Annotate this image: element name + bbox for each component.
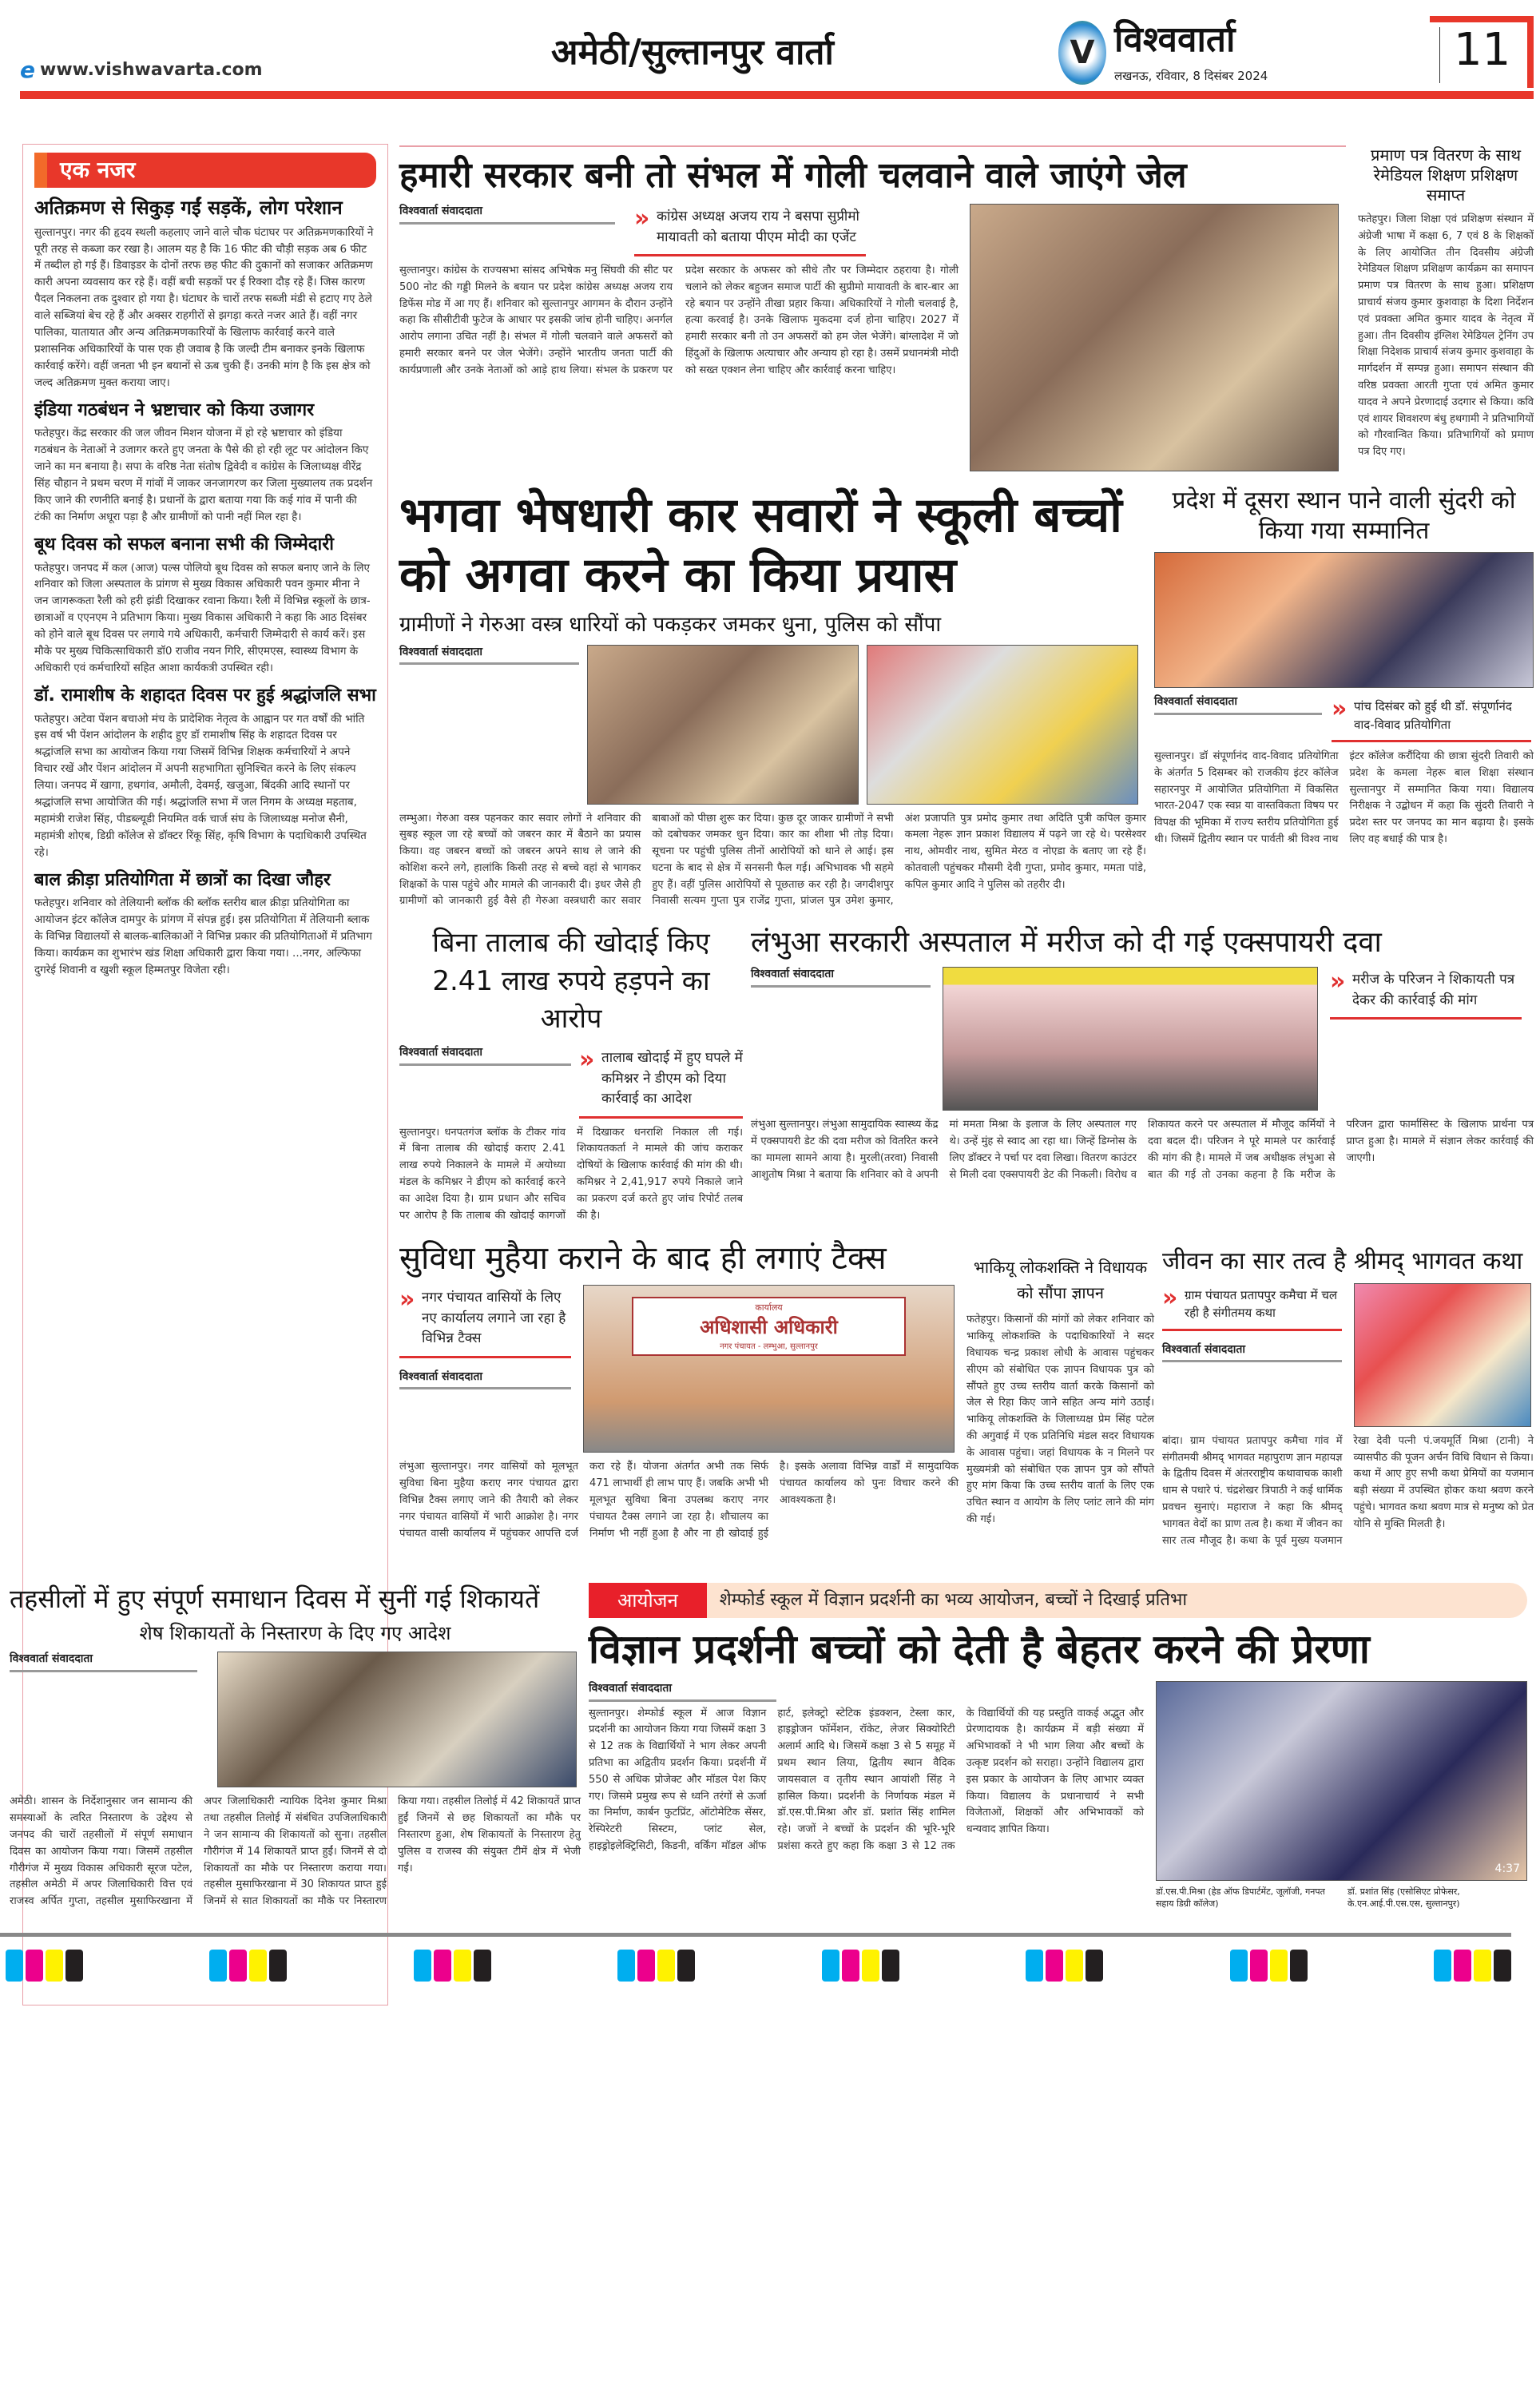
article-title: अतिक्रमण से सिकुड़ गईं सड़कें, लोग परेशान (34, 197, 343, 220)
office-signboard: कार्यालय अधिशासी अधिकारी नगर पंचायत - लम्भुआ, सुल्तानपुर (632, 1297, 906, 1356)
pull-quote: » तालाब खोदाई में हुए घपले में कमिश्नर ने डीएम को दिया कार्रवाई का आदेश (579, 1045, 743, 1119)
cmyk-swatch (209, 1950, 287, 1982)
vigyan-story (589, 1583, 1527, 1910)
cmyk-swatch (822, 1950, 899, 1982)
headline: लंभुआ सरकारी अस्पताल में मरीज को दी गई एक्सपायरी दवा (751, 926, 1382, 960)
photo-samadhan-diwas (217, 1652, 577, 1787)
article-body: लम्भुआ। गेरुआ वस्त्र पहनकर कार सवार लोगों ने शनिवार की सुबह स्कूल जा रहे बच्चों को जबरन कार में बैठाने का प्रयास किया। वह जबरन बच्चों को जबरन अपने साथ ले जाने की कोशिश करने लगे, हालांकि किसी तरह से बच्चे वहां से भागकर शिक्षकों के पास पहुंचे और मामले की जानकारी दी। इधर जैसे ही ग्रामीणों को जानकारी हुई वैसे ही गेरुआ वस्त्रधारी कार सवार बाबाओं को पीछा शुरू कर दिया। कुछ दूर जाकर ग्रामीणों ने सभी को दबोचकर जमकर धुन दिया। कार का शीशा भी तोड़ दिया। सूचना पर पहुंची पुलिस तीनों आरोपियों को थाने ले आई। इस घटना के बाद से क्षेत्र में सनसनी फैल गई। अभिभावक भी सहमे हुए हैं। वहीं पुलिस आरोपियों से पूछताछ कर रही है। जगदीशपुर निवासी सत्यम गुप्ता पुत्र राजेंद्र गुप्ता, प्रांजल पुत्र उमेश कुमार, अंश प्रजापति पुत्र प्रमोद कुमार तथा अदिति पुत्री कपिल कुमार कमला नेहरू ज्ञान प्रकाश विद्यालय में पढ़ने जा रहे थे। परसेश्वर नाथ, ओमवीर नाथ, सुमित मेरठ व नोएडा के बताए जा रहे हैं। कोतवाली पहुंचकर मौसमी देवी गुप्ता, प्रमोद कुमार, ममता पांडे, कपिल कुमार आदि ने पुलिस को तहरीर दी। (399, 812, 1146, 908)
article-body: सुल्तानपुर। कांग्रेस के राज्यसभा सांसद अभिषेक मनु सिंघवी की सीट पर 500 नोट की गड्डी मिलने के बयान पर प्रदेश कांग्रेस अध्यक्ष अजय राय डिफेंस मोड में आ गए हैं। शनिवार को सुल्तानपुर आगमन के दौरान उन्होंने कहा कि सीसीटीवी फुटेज के आधार पर इसकी जांच होनी चाहिए। अनर्गल आरोप लगाना उचित नहीं है। संभल में गोली चलवाने वाले अफसरों को हमारी सरकार बनने पर जेल भेजेंगे। उन्होंने भारतीय जनता पार्टी की कार्यप्रणाली और उनके नेताओं को आड़े हाथ लिया। संभल के प्रकरण पर प्रदेश सरकार के अफसर को सीधे तौर पर जिम्मेदार ठहराया है। गोली चलाने को लेकर बहुजन समाज पार्टी की सुप्रीमो मायावती के बार-बार आ रहे बयान पर उन्होंने तीखा प्रहार किया। अधिकारियों ने गोली चलवाई है, हत्या करवाई है। उनके खिलाफ मुकदमा दर्ज होना चाहिए। 2027 में हमारी सरकार बनी तो उन अफसरों को हम जेल भेजेंगे। बांग्लादेश में जो हिंदुओं के खिलाफ अत्याचार और अन्याय हो रहा है। उसमें प्रधानमंत्री मोदी को सख्त एक्शन लेना चाहिए और कार्रवाई करना चाहिए। (399, 264, 959, 376)
top-story (399, 145, 1346, 471)
band-text: शेम्फोर्ड स्कूल में विज्ञान प्रदर्शनी का भव्य आयोजन, बच्चों ने दिखाई प्रतिभा (719, 1590, 1188, 1611)
cmyk-swatch (1434, 1950, 1511, 1982)
pull-quote: » कांग्रेस अध्यक्ष अजय राय ने बसपा सुप्रीमो मायावती को बताया पीएम मोदी का एजेंट (634, 204, 866, 256)
masthead (0, 0, 1540, 89)
cmyk-swatch (1230, 1950, 1308, 1982)
photo-ajay-rai (970, 204, 1339, 471)
bottom-section (10, 1583, 1527, 1910)
article-body: अमेठी। शासन के निर्देशानुसार जन सामान्य की समस्याओं के त्वरित निस्तारण के उद्देश्य से जनपद की चारों तहसीलों में संपूर्ण समाधान दिवस का आयोजन किया गया। जिसमें तहसील गौरीगंज में मुख्य विकास अधिकारी सूरज पटेल, तहसील अमेठी में अपर जिलाधिकारी वित्त एवं राजस्व अर्पित गुप्ता, तहसील मुसाफिरखाना में अपर जिलाधिकारी न्यायिक दिनेश कुमार मिश्रा तथा तहसील तिलोई में संबंधित उपजिलाधिकारी ने जन सामान्य की शिकायतों को सुना। तहसील गौरीगंज में 14 शिकायतें प्राप्त हुईं। जिनमें से दो शिकायतों का मौके पर निस्तारण कराया गया। तहसील मुसाफिरखाना में 30 शिकायत प्राप्त हुई जिनमें से सात शिकायतों का मौके पर निस्तारण किया गया। तहसील तिलोई में 42 शिकायतें प्राप्त हुईं जिनमें से छह शिकायतों का मौके पर निस्तारण हुआ, शेष शिकायतों के निस्तारण हेतु पुलिस व राजस्व की संयुक्त टीमें क्षेत्र में भेजी गईं। (10, 1795, 581, 1908)
row-top (399, 145, 1534, 471)
pull-quote: » पांच दिसंबर को हुई थी डॉ. संपूर्णानंद वाद-विवाद प्रतियोगिता (1332, 694, 1531, 742)
suvidha-story (399, 1238, 959, 1542)
byline: विश्ववार्ता संवाददाता (1154, 694, 1322, 715)
photo-science-exhibition (1156, 1681, 1527, 1881)
cmyk-swatch (6, 1950, 83, 1982)
ayojan-label: आयोजन (589, 1583, 707, 1618)
article-body: लंभुआ सुल्तानपुर। नगर वासियों को मूलभूत सुविधा बिना मुहैया कराए नगर पंचायत द्वारा विभिन्न टैक्स लगाए जाने की तैयारी को लेकर नगर पंचायत वासियों में भारी आक्रोश है। नगर पंचायत वासी कार्यालय में पहुंचकर आपत्ति दर्ज करा रहे हैं। योजना अंतर्गत अभी तक सिर्फ 471 लाभार्थी ही लाभ पाए हैं। जबकि अभी भी मूलभूत सुविधा बिना उपलब्ध कराए नगर पंचायत टैक्स लगाने जा रहा है। शौचालय का निर्माण भी नहीं हुआ है और ना ही खोदाई हुई है। इसके अलावा विभिन्न वार्डों में सामुदायिक पंचायत कार्यालय को पुनः विचार करने की आवश्यकता है। (399, 1461, 959, 1540)
talab-story (399, 924, 743, 1224)
page-number-box (1430, 16, 1534, 88)
brand-logo: V (1058, 21, 1106, 85)
photo-nagar-panchayat-office (583, 1285, 955, 1453)
article-body: सुल्तानपुर। धनपतगंज ब्लॉक के टीकर गांव में बिना तालाब की खोदाई कराए 2.41 लाख रुपये निकालने के मामले में अयोध्या मंडल के कमिश्नर ने डीएम को कार्रवाई करने का आदेश दिया है। ग्राम प्रधान और सचिव पर आरोप है कि तालाब की खोदाई कागजों में दिखाकर धनराशि निकाल ली गई। शिकायतकर्ता ने मामले की जांच कराकर दोषियों के खिलाफ कार्रवाई की मांग की थी। कमिश्नर ने 2,41,917 रुपये निकाले जाने का प्रकरण दर्ज करते हुए जांच रिपोर्ट तलब की है। (399, 1126, 743, 1222)
headline: प्रदेश में दूसरा स्थान पाने वाली सुंदरी को किया गया सम्मानित (1172, 487, 1516, 545)
subheadline: ग्रामीणों ने गेरुआ वस्त्र धारियों को पकड़कर जमकर धुना, पुलिस को सौंपा (399, 613, 942, 637)
byline: विश्ववार्ता संवाददाता (589, 1681, 776, 1702)
headline: बिना तालाब की खोदाई किए 2.41 लाख रुपये हड़पने का आरोप (432, 927, 710, 1036)
sundari-story (1154, 486, 1534, 849)
header-rule (20, 91, 1534, 99)
page-layout (10, 108, 1534, 2005)
article-body: फतेहपुर। केंद्र सरकार की जल जीवन मिशन योजना में हो रहे भ्रष्टाचार को इंडिया गठबंधन के नेताओं ने उजागर करते हुए जनता के पैसे की हो रही लूट पर आंदोलन किए जाने का मन बनाया है। सपा के वरिष्ठ नेता संतोष द्विवेदी व कांग्रेस के जिलाध्यक्ष वीरेंद्र सिंह चौहान ने प्रथम चरण में गांवों में जाकर जनजागरण कर जिला मुख्यालय तक प्रदर्शन किए जाने की रणनीति बनाई है। प्रधानों के द्वारा बताया गया कि कई गांव में पानी की टंकी का निर्माण अधूरा पड़ा है और ग्रामीणों को पानी नहीं मिल रहा है। (34, 427, 373, 523)
row-talab (399, 924, 1534, 1224)
byline: विश्ववार्ता संवाददाता (10, 1652, 197, 1672)
headline: भगवा भेषधारी कार सवारों ने स्कूली बच्चों को अगवा करने का किया प्रयास (399, 487, 1122, 603)
headline: हमारी सरकार बनी तो संभल में गोली चलवाने वाले जाएंगे जेल (399, 155, 1187, 196)
subheadline: शेष शिकायतों के निस्तारण के दिए गए आदेश (139, 1622, 451, 1645)
article-body: फतेहपुर। जिला शिक्षा एवं प्रशिक्षण संस्थान में अंग्रेजी भाषा में कक्षा 6, 7 एवं 8 के शिक्षकों के लिए आयोजित तीन दिवसीय अंग्रेजी रेमेडियल शिक्षण प्रशिक्षण कार्यक्रम का समापन प्रमाण पत्र वितरण के साथ हुआ। प्रशिक्षण प्राचार्य संजय कुमार कुशवाहा के दिशा निर्देशन एवं प्रवक्ता अमित कुमार यादव के नेतृत्व में हुआ। तीन दिवसीय इंग्लिश रेमेडियल ट्रेनिंग उप शिक्षा निदेशक प्राचार्य संजय कुमार कुशवाहा के मार्गदर्शन में सम्पन्न हुआ। समापन संस्थान की वरिष्ठ प्रवक्ता आरती गुप्ता एवं अमित कुमार यादव ने अपने प्रेरणादाई उदगार से किया। कवि एवं शायर शिवशरण बंधु हथगामी ने प्रतिभागियों को गौरवान्वित किया। प्रतिभागियों को प्रमाण पत्र दिए गए। (1358, 213, 1534, 459)
judge-caption-2: डॉ. प्रशांत सिंह (एसोसिएट प्रोफेसर, के.एन.आई.पी.एस.एस, सुल्तानपुर) (1348, 1886, 1460, 1910)
ayojan-band (589, 1583, 1527, 1618)
article-body: फतेहपुर। अटेवा पेंशन बचाओ मंच के प्रादेशिक नेतृत्व के आह्वान पर गत वर्षों की भांति इस वर्ष भी पेंशन आंदोलन के शहीद हुए डॉ रामाशीष सिंह के शहादत दिवस पर श्रद्धांजलि सभा का आयोजन किया गया जिसमें विभिन्न शिक्षक कर्मचारियों ने अपने विचार रखें और पेंशन आंदोलन में अपनी सहभागिता सुनिश्चित करने के लिए संकल्प लिया। जनपद में खागा, हथगांव, अमौली, देवमई, खजुआ, बिंदकी आदि स्थानों पर श्रद्धांजलि सभा आयोजित की गई। श्रद्धांजलि सभा में जल निगम के अध्यक्ष महताब, महामंत्री राजेश सिंह, पीडब्ल्यूडी नियमित वर्क चार्ज संघ के जिलाध्यक्ष मनोज सैनी, महामंत्री शोएब, डिग्री कॉलेज से डॉक्टर रिंकू सिंह, कृषि विभाग के पदाधिकारी उपस्थित रहे। (34, 712, 367, 859)
article-body: लंभुआ सुल्तानपुर। लंभुआ सामुदायिक स्वास्थ्य केंद्र में एक्सपायरी डेट की दवा मरीज को वितरित करने का मामला सामने आया है। मुरली(तरवा) निवासी आशुतोष मिश्रा ने बताया कि शनिवार को वे अपनी मां ममता मिश्रा के इलाज के लिए अस्पताल गए थे। उन्हें मुंह से स्वाद आ रहा था। जिन्हें डिग्नोस के लिए डॉक्टर ने पर्चा पर दवा लिखा। वितरण काउंटर से मिली दवा एक्सपायरी डेट की निकली। विरोध व शिकायत करने पर अस्पताल में मौजूद कर्मियों ने दवा बदल दी। परिजन ने पूरे मामले पर कार्रवाई की मांग की है। मामले में जब अधीक्षक लंभुआ से बात की गई तो उनका कहना है कि मरीज के परिजन द्वारा फार्मासिस्ट के खिलाफ प्रार्थना पत्र प्राप्त हुआ है। मामले में संज्ञान लेकर कार्रवाई की जाएगी। (751, 1119, 1534, 1181)
bhakiyu-story (966, 1238, 1154, 1528)
article-title: इंडिया गठबंधन ने भ्रष्टाचार को किया उजागर (34, 400, 315, 420)
headline: भाकियू लोकशक्ति ने विधायक को सौंपा ज्ञापन (973, 1258, 1148, 1303)
right-top-story (1358, 145, 1534, 461)
byline: विश्ववार्ता संवाददाता (399, 1369, 571, 1390)
pull-quote: » नगर पंचायत वासियों के लिए नए कार्यालय लगाने जा रहा है विभिन्न टैक्स (399, 1285, 571, 1358)
article-body: फतेहपुर। शनिवार को तेलियानी ब्लॉक की ब्लॉक स्तरीय बाल क्रीड़ा प्रतियोगिता का आयोजन इंटर कॉलेज दामपुर के प्रांगण में संपन्न हुई। इस प्रतियोगिता में तेलियानी ब्लाक के विभिन्न विद्यालयों से बालक-बालिकाओं ने विभिन्न प्रकार की प्रतियोगिताओं में प्रतिभाग किया। कार्यक्रम का शुभारंभ खंड शिक्षा अधिकारी द्वारा किया गया। ...नगर, अल्फिफा दुगरेई शिवानी व खुशी स्कूल हिम्मतपुर विजेता रही। (34, 896, 372, 977)
jeevan-story (1162, 1238, 1534, 1549)
article-title: बाल क्रीड़ा प्रतियोगिता में छात्रों का दिखा जौहर (34, 869, 331, 890)
tehsil-story (10, 1583, 581, 1910)
headline: प्रमाण पत्र वितरण के साथ रेमेडियल शिक्षण प्रशिक्षण समाप्त (1371, 145, 1521, 205)
photo-arrested-men (587, 645, 859, 805)
headline: सुविधा मुहैया कराने के बाद ही लगाएं टैक्स (399, 1240, 887, 1278)
article-body: फतेहपुर। किसानों की मांगों को लेकर शनिवार को भाकियू लोकशक्ति के पदाधिकारियों ने सदर विधायक चन्द्र प्रकाश लोधी के आवास पहुंचकर सीएम को संबोधित एक ज्ञापन विधायक पुत्र को सौंपते हुए उच्च स्तरीय वार्ता करके किसानों को जेल से रिहा किए जाने सहित अन्य मांगे उठाईं। भाकियू लोकशक्ति के जिलाध्यक्ष प्रेम सिंह पटेल की अगुवाई में एक प्रतिनिधि मंडल सदर विधायक के आवास पहुंचा। जहां विधायक के न मिलने पर मुख्यमंत्री को संबोधित एक ज्ञापन पुत्र को सौंपते हुए मांग किया कि उच्च स्तरीय वार्ता के लिए एक उचित स्थान व आयोग के लिए प्लांट लाने की मांग की गई। (966, 1314, 1154, 1525)
headline: विज्ञान प्रदर्शनी बच्चों को देती है बेहतर करने की प्रेरणा (589, 1626, 1370, 1673)
article-body: सुल्तानपुर। डॉ संपूर्णानंद वाद-विवाद प्रतियोगिता के अंतर्गत 5 दिसम्बर को राजकीय इंटर कॉलेज सहारनपुर में आयोजित प्रतियोगिता में विकसित भारत-2047 एक स्वप्न या वास्तविकता विषय पर विपक्ष की भूमिका में राज्य स्तरीय प्रतियोगिता हुई थी। जिसमें द्वितीय स्थान पर पार्वती श्री विश्व नाथ इंटर कॉलेज करौंदिया की छात्रा सुंदरी तिवारी को प्रदेश के कमला नेहरू बाल शिक्षा संस्थान सुल्तानपुर में सम्मानित किया गया। विद्यालय निरीक्षक ने उद्बोधन में कहा कि सुंदरी तिवारी ने प्रदेश स्तर पर जनपद का मान बढ़ाया है। इसके लिए वह बधाई की पात्र है। (1154, 750, 1534, 845)
byline: विश्ववार्ता संवाददाता (399, 1045, 571, 1066)
article-title: बूथ दिवस को सफल बनाना सभी की जिम्मेदारी (34, 534, 334, 555)
byline: विश्ववार्ता संवाददाता (399, 204, 615, 225)
judge-caption-1: डॉ.एस.पी.मिश्रा (हेड ऑफ डिपार्टमेंट, जूलॉजी, गनपत सहाय डिग्री कॉलेज) (1156, 1886, 1325, 1910)
brand-name: विश्ववार्ता (1114, 19, 1236, 60)
byline: विश्ववार्ता संवाददाता (751, 967, 931, 988)
browser-e-icon: e (20, 57, 35, 83)
cmyk-swatch (1026, 1950, 1103, 1982)
photo-timestamp: 4:37 (1494, 1862, 1520, 1875)
photo-felicitation (1154, 552, 1534, 688)
row-suvidha (399, 1238, 1534, 1549)
ek-nazar-label: एक नजर (34, 153, 376, 188)
bhagwa-story (399, 486, 1146, 910)
footer-rule (0, 1933, 1511, 1937)
article-title: डॉ. रामाशीष के शहादत दिवस पर हुई श्रद्धांजलि सभा (34, 685, 376, 706)
article-body: बांदा। ग्राम पंचायत प्रतापपुर कमैचा गांव में संगीतमयी श्रीमद् भागवत महापुराण ज्ञान महायज्ञ के द्वितीय दिवस में अंतरराष्ट्रीय कथावाचक काशी धाम से पधारे पं. चंद्रशेखर त्रिपाठी ने कई धार्मिक प्रवचन सुनाएं। महाराज ने कहा कि श्रीमद् भागवत वेदों का प्राण तत्व है। कथा में जीवन का सार तत्व मौजूद है। कथा के पूर्व मुख्य यजमान रेखा देवी पत्नी पं.जयमूर्ति मिश्रा (टानी) ने व्यासपीठ की पूजन अर्चन विधि विधान से किया। कथा में आए हुए सभी कथा प्रेमियों का यजमान बड़ी संख्या में उपस्थित होकर कथा श्रवण करने पहुंचे। भागवत कथा श्रवण मात्र से मनुष्य को प्रेत योनि से मुक्ति मिलती है। (1162, 1434, 1534, 1547)
photo-kathavachak (1354, 1283, 1531, 1427)
headline: तहसीलों में हुए संपूर्ण समाधान दिवस में सुनीं गई शिकायतें (10, 1584, 540, 1615)
cmyk-swatch (414, 1950, 491, 1982)
lambhua-story (751, 924, 1534, 1183)
website-link[interactable]: e www.vishwavarta.com (20, 57, 263, 83)
cmyk-swatch (617, 1950, 695, 1982)
section-title: अमेठी/सुल्तानपुर वार्ता (551, 32, 834, 73)
page-number: 11 (1454, 24, 1511, 76)
pull-quote: » ग्राम पंचायत प्रतापपुर कमैचा में चल रही है संगीतमय कथा (1162, 1283, 1342, 1331)
photo-hospital (943, 967, 1318, 1111)
pull-quote: » मरीज के परिजन ने शिकायती पत्र देकर की कार्रवाई की मांग (1330, 967, 1522, 1020)
headline: जीवन का सार तत्व है श्रीमद् भागवत कथा (1162, 1247, 1523, 1276)
row-bhagwa (399, 486, 1534, 910)
article-body: फतेहपुर। जनपद में कल (आज) पल्स पोलियो बूथ दिवस को सफल बनाए जाने के लिए शनिवार को जिला अस्पताल के प्रांगण से मुख्य विकास अधिकारी पवन कुमार मीना ने जन जागरूकता रैली को हरी झंडी दिखाकर रवाना किया। रैली में विभिन्न स्कूलों के छात्र-छात्राओं व एएनएम ने प्रतिभाग किया। मुख्य विकास अधिकारी ने कहा कि आठ दिसंबर को होने वाले बूथ दिवस पर लगाये गये अधिकारी, कर्मचारी जिम्मेदारी से कार्य करें। इस मौके पर मुख्य चिकित्साधिकारी डॉ0 राजीव नयन गिरि, सीएमएस, स्वास्थ्य विभाग के अधिकारी एवं कर्मचारियों सहित आशा कार्यकत्री उपस्थित रही। (34, 561, 371, 675)
photo-crowd (867, 645, 1138, 805)
footer (0, 1933, 1511, 2005)
color-registration-bar (6, 1950, 1511, 1982)
article-body: सुल्तानपुर। शेम्फोर्ड स्कूल में आज विज्ञान प्रदर्शनी का आयोजन किया गया जिसमें कक्षा 3 से 12 तक के विद्यार्थियों ने भाग लेकर अपनी प्रतिभा का अद्वितीय प्रदर्शन किया। प्रदर्शनी में 550 से अधिक प्रोजेक्ट और मॉडल पेश किए गए। जिसमे प्रमुख रूप से ध्वनि तरंगों से ऊर्जा का निर्माण, कार्बन फुटप्रिंट, ऑटोमेटिक सेंसर, रेस्पिरेटरी सिस्टम, प्लांट सेल, हाइड्रोइलेक्ट्रिसिटी, किडनी, वर्किंग मॉडल ऑफ हार्ट, इलेक्ट्रो स्टेटिक इंडक्शन, टेस्ला कार, हाइड्रोजन फॉर्मेशन, रॉकेट, लेजर सिक्योरिटी अलार्म आदि थे। जिसमें कक्षा 3 से 5 समूह में प्रथम स्थान लिया, द्वितीय स्थान वैदिक जायसवाल व तृतीय स्थान आयांशी सिंह ने हासिल किया। प्रदर्शनी के निर्णायक मंडल में डॉ.एस.पी.मिश्रा और डॉ. प्रशांत सिंह शामिल रहे। जजों ने बच्चों के प्रदर्शन की भूरि-भूरि प्रशंसा करते हुए कहा कि कक्षा 3 से 12 तक के विद्यार्थियों की यह प्रस्तुति वाकई अद्भुत और प्रेरणादायक है। कार्यक्रम में बड़ी संख्या में अभिभावकों ने भी भाग लिया और बच्चों के उत्कृष्ट प्रदर्शन को सराहा। उन्होंने विद्यालय द्वारा इस प्रकार के आयोजन के लिए आभार व्यक्त किया। विद्यालय के प्रधानाचार्य ने सभी विजेताओं, शिक्षकों और अभिभावकों को धन्यवाद ज्ञापित किया। (589, 1707, 1144, 1852)
article-body: सुल्तानपुर। नगर की हृदय स्थली कहलाए जाने वाले चौक घंटाघर पर अतिक्रमणकारियों ने पूरी तरह से कब्जा कर रखा है। आलम यह है कि 16 फीट की चौड़ी सड़क अब 6 फीट में तब्दील हो गई हैं। डिवाइडर के दोनों तरफ छह फीट की दुकानों को सजाकर अतिक्रमण कारी अपना व्यवसाय कर रहे हैं। वहीं बची सड़कों पर ई रिक्शा दौड़ रहे हैं। जिस कारण पैदल निकलना तक दुश्वार हो गया है। घंटाघर के चारों तरफ सब्जी मंडी से हटाए गए ठेले वाले सब्जियां बेच रहे हैं और अक्सर राहगीरों से झगड़ा करते नजर आते हैं। वहीं नगर पालिका, यातायात और अन्य अतिक्रमणकारियों के खिलाफ कार्रवाई करने वाले प्रशासनिक अधिकारियों के पास एक ही जवाब है कि जल्दी टीम बनाकर इनके खिलाफ कार्रवाई करेंगे। वहीं जनता भी इन बयानों से ऊब चुकी हैं। उनकी मांग है कि इस क्षेत्र को जल्द अतिक्रमण मुक्त कराया जाए। (34, 225, 374, 389)
dateline: लखनऊ, रविवार, 8 दिसंबर 2024 (1114, 69, 1268, 83)
byline: विश्ववार्ता संवाददाता (399, 645, 579, 666)
byline: विश्ववार्ता संवाददाता (1162, 1342, 1342, 1363)
